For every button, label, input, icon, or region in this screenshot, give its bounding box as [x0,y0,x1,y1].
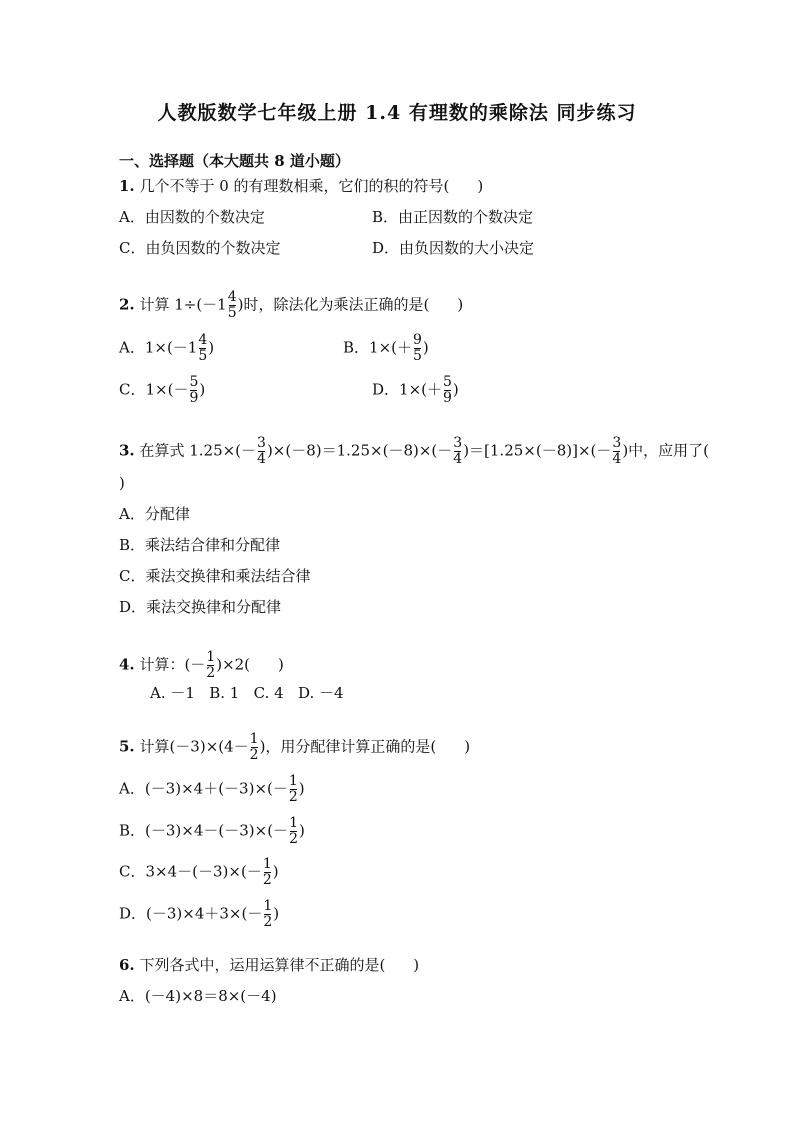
question-number: 4. [119,655,135,674]
option-a: A．(－3)×4＋(－3)×(－ $\frac{1}{2}$ ) [119,773,305,805]
fraction: $\frac{5}{9}$ [189,374,199,406]
question-1-stem [119,176,483,196]
question-6-stem: 6. 下列各式中，运用运算律不正确的是( ) [119,956,420,974]
option-a: A．(－4)×8＝8×(－4) [119,987,277,1005]
fraction: $\frac{5}{9}$ [443,374,452,406]
answer-paren-close: ) [477,177,484,195]
option-d: D．乘法交换律和分配律 [119,598,282,616]
option-c: C．由负因数的个数决定 [119,239,281,257]
answer-paren-close: ) [119,474,125,492]
option-d: D．由负因数的大小决定 [372,239,535,257]
answer-paren-close: ) [457,295,464,314]
fraction: $\frac{1}{2}$ [288,773,298,805]
question-number: 6. [119,956,135,974]
question-number: 1. [119,177,135,195]
fraction: $\frac{1}{2}$ [249,731,259,763]
fraction: $\frac{1}{2}$ [206,649,216,681]
options-row: A. －1 B. 1 C. 4 D. －4 [150,684,344,702]
option-d: D．1×(＋ $\frac{5}{9}$ ) [372,374,459,406]
fraction: $\frac{4}{5}$ [198,332,208,364]
option-c: C．乘法交换律和乘法结合律 [119,567,311,585]
section-heading: 一、选择题（本大题共 8 道小题） [119,152,350,170]
fraction: $\frac{9}{5}$ [413,332,422,364]
question-3-stem: 3. 在算式 1.25×(－ $\frac{3}{4}$ )×(－8)＝1.25×(－8)×(－ $\frac{3}{4}$ )＝[1.25×(－8)]×(－ $\frac{3}{4}$ )中，应用了( [119,435,710,467]
option-b: B．1×(＋ $\frac{9}{5}$ ) [343,332,429,364]
fraction: $\frac{1}{2}$ [262,856,272,888]
page-title: 人教版数学七年级上册 1.4 有理数的乘除法 同步练习 [157,102,637,124]
question-4-stem: 4. 计算：(－ $\frac{1}{2}$ )×2( ) [119,649,284,681]
question-number: 3. [119,441,135,460]
option-a: A．分配律 [119,505,190,523]
question-5-stem: 5. 计算(－3)×(4－ $\frac{1}{2}$ )，用分配律计算正确的是( ) [119,731,471,763]
fraction: $\frac{1}{2}$ [263,898,273,930]
fraction: $\frac{1}{2}$ [289,815,298,847]
fraction: $\frac{3}{4}$ [453,435,463,467]
question-text: 计算 1÷(－1 [134,295,227,314]
option-c: C．1×(－ $\frac{5}{9}$ ) [119,374,206,406]
question-number: 2. [119,295,135,314]
option-d: D．(－3)×4＋3×(－ $\frac{1}{2}$ ) [119,898,280,930]
option-b: B．由正因数的个数决定 [372,208,534,226]
option-a: A．1×(－1 $\frac{4}{5}$ ) [119,332,215,364]
answer-paren-close: ) [278,655,284,674]
answer-paren-close: ) [464,737,471,756]
fraction: $\frac{3}{4}$ [612,435,622,467]
answer-paren-close: ) [413,956,420,974]
question-2-stem [119,290,463,321]
fraction: $\frac{3}{4}$ [257,435,266,467]
option-a: A．由因数的个数决定 [119,208,265,226]
option-b: B．(－3)×4－(－3)×(－ $\frac{1}{2}$ ) [119,815,305,847]
option-b: B．乘法结合律和分配律 [119,536,281,554]
question-text: )时，除法化为乘法正确的是( [237,295,430,314]
option-c: C．3×4－(－3)×(－ $\frac{1}{2}$ ) [119,856,279,888]
question-text: 几个不等于 0 的有理数相乘，它们的积的符号( [134,177,450,195]
fraction: $\frac{4}{5}$ [227,289,237,321]
question-number: 5. [119,737,135,756]
